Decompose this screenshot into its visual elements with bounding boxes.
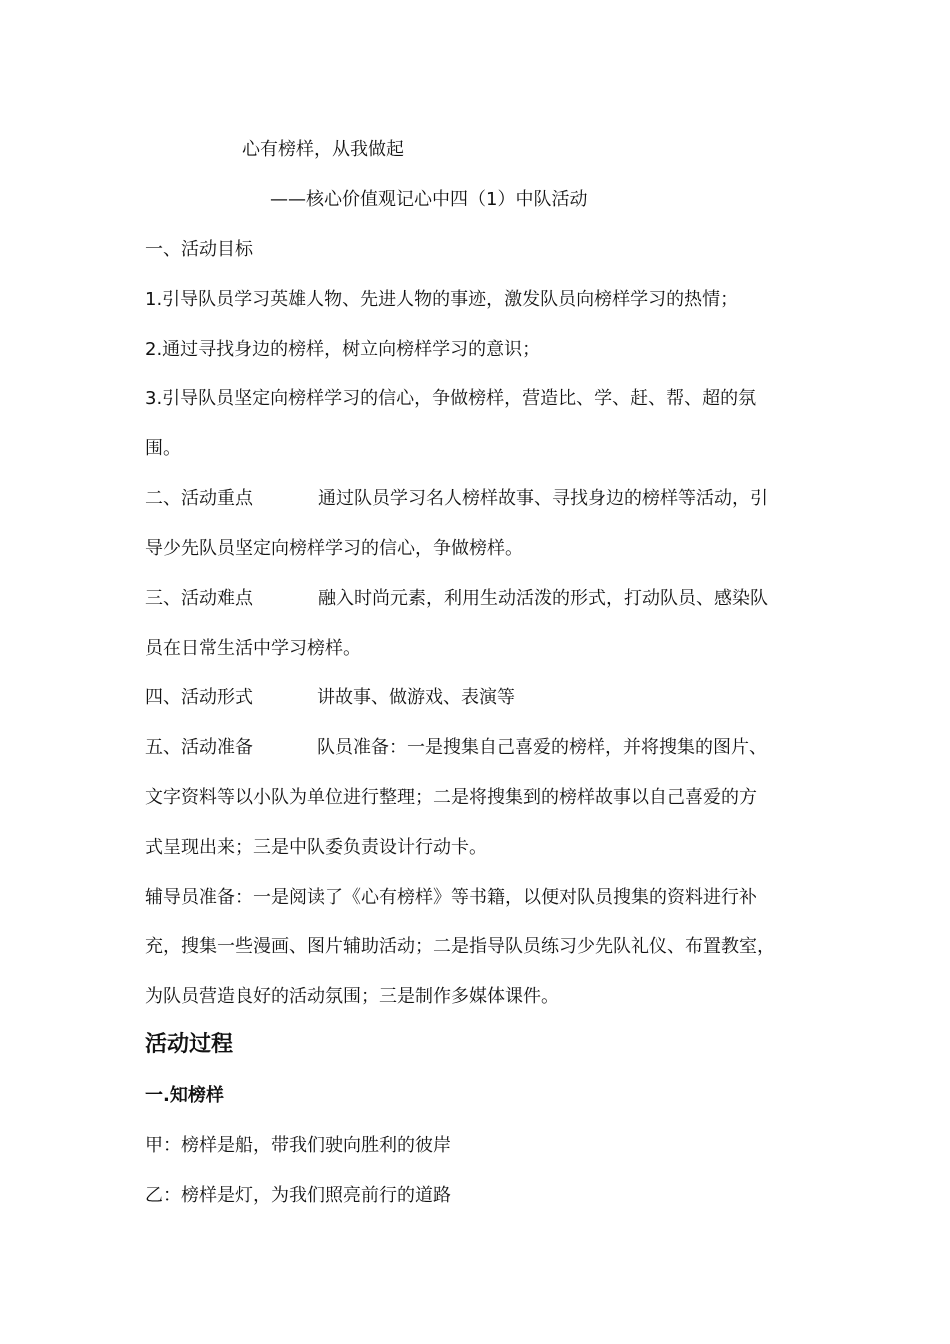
- process-heading: 活动过程: [145, 1032, 234, 1057]
- preparation-text-line-4: 辅导员准备：一是阅读了《心有榜样》等书籍，以便对队员搜集的资料进行补: [145, 887, 757, 908]
- focus-text-line-2: 导少先队员坚定向榜样学习的信心，争做榜样。: [145, 538, 523, 559]
- difficulty-text-line-1: 融入时尚元素，利用生动活泼的形式，打动队员、感染队: [318, 588, 768, 609]
- process-line-jia: 甲：榜样是船，带我们驶向胜利的彼岸: [145, 1135, 451, 1156]
- difficulty-section: [145, 586, 768, 612]
- preparation-text-line-2: 文字资料等以小队为单位进行整理；二是将搜集到的榜样故事以自己喜爱的方: [145, 787, 757, 808]
- focus-label: 二、活动重点: [145, 488, 253, 509]
- preparation-text-line-3: 式呈现出来；三是中队委负责设计行动卡。: [145, 837, 487, 858]
- process-section-1: 一.知榜样: [145, 1085, 224, 1106]
- form-text: 讲故事、做游戏、表演等: [317, 687, 515, 708]
- goals-heading: 一、活动目标: [145, 239, 253, 260]
- preparation-label: 五、活动准备: [145, 737, 253, 758]
- goal-item-2: 2.通过寻找身边的榜样，树立向榜样学习的意识；: [145, 339, 541, 360]
- goal-item-1: 1.引导队员学习英雄人物、先进人物的事迹，激发队员向榜样学习的热情；: [145, 289, 739, 310]
- focus-section: [145, 486, 768, 512]
- goal-item-3-line-2: 围。: [145, 438, 181, 459]
- document-subtitle: ——核心价值观记心中四（1）中队活动: [270, 189, 588, 210]
- difficulty-label: 三、活动难点: [145, 588, 253, 609]
- goal-item-3-line-1: 3.引导队员坚定向榜样学习的信心，争做榜样，营造比、学、赶、帮、超的氛: [145, 388, 757, 409]
- form-label: 四、活动形式: [145, 687, 253, 708]
- process-line-yi: 乙：榜样是灯，为我们照亮前行的道路: [145, 1185, 451, 1206]
- preparation-text-line-6: 为队员营造良好的活动氛围；三是制作多媒体课件。: [145, 986, 559, 1007]
- form-section: [145, 685, 515, 711]
- document-title: 心有榜样，从我做起: [242, 139, 404, 160]
- focus-text-line-1: 通过队员学习名人榜样故事、寻找身边的榜样等活动，引: [318, 488, 768, 509]
- preparation-text-line-1: 队员准备：一是搜集自己喜爱的榜样，并将搜集的图片、: [317, 737, 767, 758]
- preparation-section: [145, 735, 767, 761]
- difficulty-text-line-2: 员在日常生活中学习榜样。: [145, 638, 361, 659]
- preparation-text-line-5: 充，搜集一些漫画、图片辅助活动；二是指导队员练习少先队礼仪、布置教室，: [145, 936, 775, 957]
